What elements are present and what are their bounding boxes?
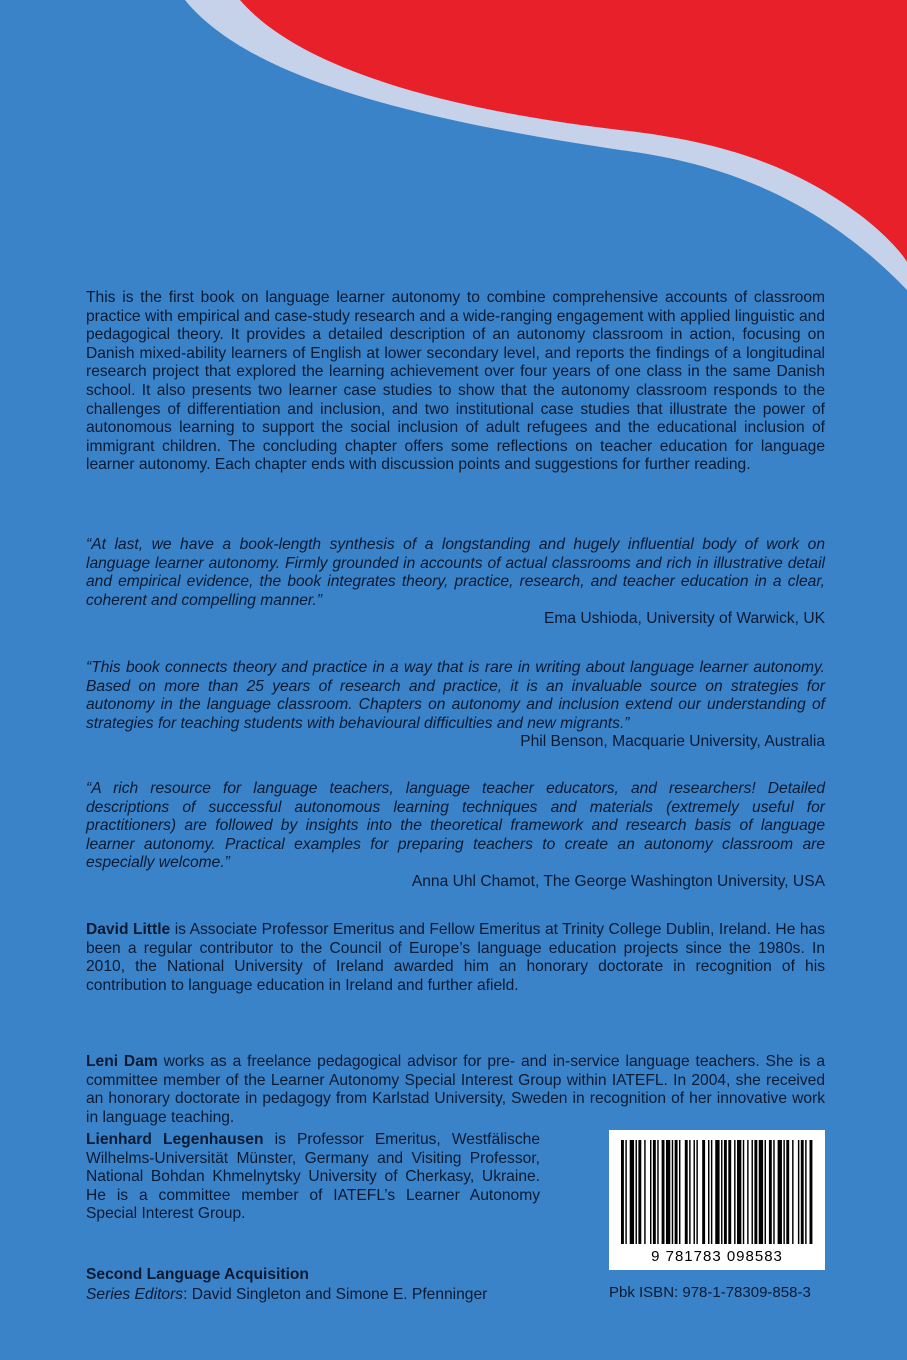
review-text: “At last, we have a book-length synthesis of a longstanding and hugely influential body of work on language learner autonomy. Firmly grounded in accounts of actual classrooms and rich in illustrative detail and empirical evidence, the book integrates theory, practice, research, and teacher education in a clear, coherent and compelling manner.” (86, 536, 825, 609)
barcode-bar (638, 1140, 641, 1244)
barcode-bar (625, 1140, 626, 1244)
barcode-bar (773, 1140, 774, 1244)
author-name: David Little (86, 921, 171, 938)
barcode-bar (759, 1140, 763, 1244)
barcode-bar (702, 1140, 705, 1244)
author-bio-text: is Professor Emeritus, Westfälische Wilhelms-Universität Münster, Germany and Visiting Professor, National Bohdan Khmelnytsky University of Cherkasy, Ukraine. He is a committee member of IATEFL’s Learner Autonomy Special Interest Group. (86, 1131, 540, 1223)
barcode-bar (694, 1140, 695, 1244)
barcode-bar (743, 1140, 744, 1244)
barcode-bar (708, 1140, 709, 1244)
author-name: Lienhard Legenhausen (86, 1131, 264, 1148)
review-quote-3 (86, 780, 825, 892)
barcode-bar (810, 1140, 813, 1244)
author-bio-1 (86, 921, 825, 995)
barcode-bar (689, 1140, 690, 1244)
barcode-bar (675, 1140, 678, 1244)
barcode-bar (792, 1140, 793, 1244)
barcode (609, 1130, 825, 1270)
barcode-bar (728, 1140, 731, 1244)
barcode-bar (679, 1140, 680, 1244)
author-bio-text: works as a freelance pedagogical advisor for pre- and in-service language teachers. She is a committee member of the Learner Autonomy Special Interest Group within IATEFL. In 2004, she received an honorary doctorate in pedagogy from Karlstad University, Sweden in recognition of her innovative work in language teaching. (86, 1053, 826, 1126)
barcode-bar (798, 1140, 799, 1244)
barcode-bar (737, 1140, 741, 1244)
barcode-bar (662, 1140, 665, 1244)
isbn: Pbk ISBN: 978-1-78309-858-3 (609, 1284, 811, 1301)
barcode-bar (711, 1140, 712, 1244)
author-name: Leni Dam (86, 1053, 158, 1070)
barcode-bar (715, 1140, 719, 1244)
barcode-bar (752, 1140, 753, 1244)
author-bio-2 (86, 1053, 825, 1127)
barcode-bar (666, 1140, 670, 1244)
barcode-digits: 9 781783 098583 (651, 1248, 783, 1265)
barcode-bar (672, 1140, 673, 1244)
series-info (86, 1265, 487, 1305)
barcode-bar (721, 1140, 722, 1244)
barcode-bar (754, 1140, 757, 1244)
series-name: Second Language Acquisition (86, 1266, 309, 1283)
review-attribution: Phil Benson, Macquarie University, Australia (520, 733, 825, 751)
barcode-bar (734, 1140, 735, 1244)
barcode-bar (783, 1140, 784, 1244)
series-editors-label: Series Editors (86, 1286, 184, 1303)
barcode-bar (747, 1140, 748, 1244)
barcode-bar (630, 1140, 634, 1244)
barcode-bar (650, 1140, 651, 1244)
review-quote-2 (86, 659, 825, 752)
barcode-bar (786, 1140, 789, 1244)
review-attribution: Ema Ushioda, University of Warwick, UK (543, 610, 825, 628)
barcode-bar (653, 1140, 656, 1244)
author-bio-text: is Associate Professor Emeritus and Fellow Emeritus at Trinity College Dublin, Ireland. He has been a regular contributor to the Council of Europe’s language education projects since the 1980s. In 2010, the National University of Ireland awarded him an honorary doctorate in recognition of his contribution to language education in Ireland and further afield. (86, 921, 825, 994)
speech-bubble-graphic (0, 0, 907, 300)
review-quote-1 (86, 536, 825, 629)
barcode-bar (657, 1140, 658, 1244)
barcode-bar (801, 1140, 804, 1244)
barcode-bar (696, 1140, 697, 1244)
author-bio-3 (86, 1131, 540, 1224)
review-text: “This book connects theory and practice in a way that is rare in writing about language learner autonomy. Based on more than 25 years of research and practice, it is an invaluable source on strategies for autonomy in the language classroom. Chapters on autonomy and inclusion extend our understanding of strategies for teaching students with behavioural difficulties and new migrants.” (86, 659, 825, 732)
barcode-bar (805, 1140, 806, 1244)
review-attribution: Anna Uhl Chamot, The George Washington University, USA (411, 872, 825, 890)
barcode-bar (636, 1140, 637, 1244)
barcode-bar (644, 1140, 645, 1244)
barcode-bar (685, 1140, 688, 1244)
series-editors: : David Singleton and Simone E. Pfenninger (183, 1286, 488, 1303)
book-description: This is the first book on language learner autonomy to combine comprehensive accounts of classroom practice with empirical and case-study research and a wide-ranging engagement with applied linguistic and pedagogical theory. It provides a detailed description of an autonomy classroom in action, focusing on Danish mixed-ability learners of English at lower secondary level, and reports the findings of a longitudinal research project that explored the learning achievement over four years of one class in the same Danish school. It also presents two learner case studies to show that the autonomy classroom responds to the challenges of differentiation and inclusion, and two institutional case studies that illustrate the power of autonomous learning to support the social inclusion of adult refugees and the educational inclusion of immigrant children. The concluding chapter offers some reflections on teacher education for language learner autonomy. Each chapter ends with discussion points and suggestions for further reading. (86, 289, 825, 474)
barcode-bar (769, 1140, 772, 1244)
barcode-bar (765, 1140, 766, 1244)
barcode-bar (621, 1140, 624, 1244)
barcode-bar (724, 1140, 727, 1244)
barcode-bars (619, 1140, 815, 1244)
review-text: “A rich resource for language teachers, language teacher educators, and researchers! Detailed descriptions of successful autonomous learning techniques and materials (extremely useful for practitioners) are followed by insights into the theoretical framework and research basis of language learner autonomy. Practical examples for preparing teachers to create an autonomy classroom are especially welcome.” (86, 780, 825, 872)
barcode-bar (778, 1140, 782, 1244)
